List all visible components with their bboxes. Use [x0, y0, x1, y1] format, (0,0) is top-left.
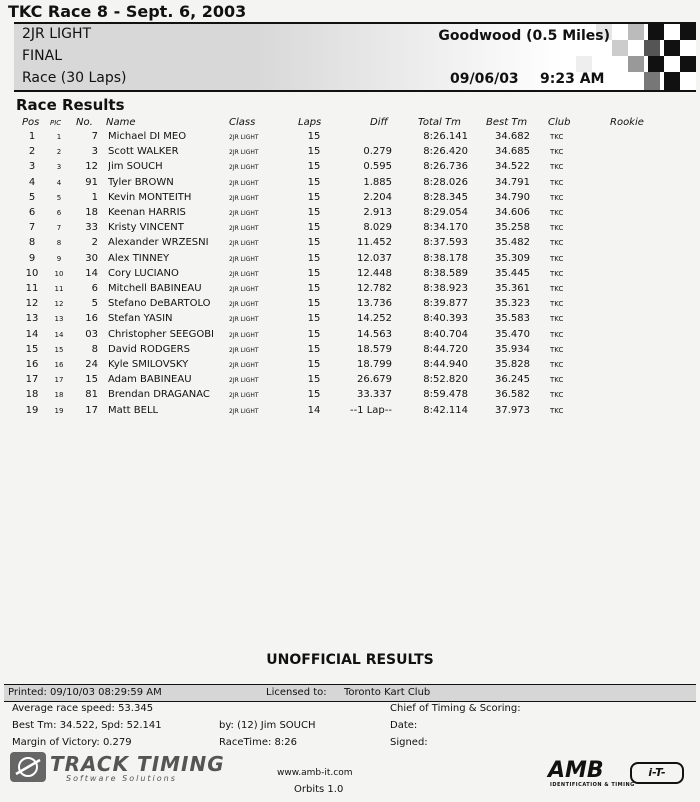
cell-no: 6	[91, 283, 98, 294]
cell-class: 2JR LIGHT	[229, 346, 259, 354]
cell-diff: 12.782	[357, 283, 392, 294]
printed-stamp: Printed: 09/10/03 08:29:59 AM	[8, 687, 162, 698]
cell-total: 8:38.923	[423, 283, 468, 294]
cell-total: 8:34.170	[423, 222, 468, 234]
cell-no: 91	[85, 176, 98, 188]
cell-name: Jim SOUCH	[108, 161, 163, 173]
cell-name: Brendan DRAGANAC	[108, 389, 210, 401]
cell-laps: 15	[307, 176, 321, 188]
cell-laps: 15	[307, 161, 321, 173]
cell-class: 2JR LIGHT	[229, 179, 259, 187]
cell-class: 2JR LIGHT	[229, 331, 259, 339]
cell-best: 34.685	[495, 146, 530, 158]
cell-laps: 15	[307, 131, 321, 142]
timing-swoosh-icon	[10, 752, 46, 782]
cell-pic: 15	[54, 345, 64, 354]
cell-pos: 11	[25, 283, 39, 294]
results-title: Race Results	[16, 96, 125, 114]
cell-pos: 3	[28, 161, 36, 173]
cell-club: TKC	[550, 209, 564, 217]
table-row	[0, 146, 700, 161]
cell-pos: 10	[25, 267, 39, 279]
cell-name: Kevin MONTEITH	[108, 191, 192, 203]
cell-club: TKC	[550, 224, 564, 233]
cell-class: 2JR LIGHT	[229, 210, 259, 217]
cell-club: TKC	[550, 285, 564, 293]
cell-best: 35.482	[495, 237, 530, 249]
cell-laps: 14	[307, 404, 321, 416]
cell-laps: 15	[307, 283, 321, 294]
cell-club: TKC	[550, 330, 564, 339]
cell-laps: 15	[307, 313, 321, 325]
cell-name: Mitchell BABINEAU	[108, 283, 202, 294]
cell-no: 3	[91, 146, 98, 158]
cell-best: 35.361	[495, 283, 530, 294]
cell-no: 30	[85, 252, 98, 264]
cell-name: Kyle SMILOVSKY	[108, 359, 189, 370]
cell-class: 2JR LIGHT	[229, 194, 259, 202]
cell-laps: 15	[307, 146, 321, 158]
margin-of-victory: Margin of Victory: 0.279	[12, 737, 132, 748]
cell-pos: 9	[28, 252, 36, 264]
table-row	[0, 344, 700, 359]
table-row	[0, 359, 700, 374]
cell-total: 8:38.589	[423, 267, 468, 279]
signed-label: Signed:	[390, 737, 428, 748]
cell-name: Alex TINNEY	[108, 252, 170, 264]
col-best: Best Tm	[486, 117, 528, 128]
cell-club: TKC	[550, 361, 564, 369]
col-class: Class	[229, 117, 256, 128]
cell-pic: 4	[56, 178, 62, 187]
cell-pos: 4	[28, 176, 36, 188]
cell-class: 2JR LIGHT	[229, 240, 259, 248]
cell-club: TKC	[550, 193, 564, 202]
cell-pic: 6	[56, 209, 62, 217]
cell-laps: 15	[307, 359, 321, 370]
cell-no: 33	[85, 222, 98, 234]
cell-total: 8:52.820	[423, 374, 468, 386]
cell-total: 8:26.141	[423, 131, 468, 142]
cell-class: 2JR LIGHT	[229, 407, 259, 415]
cell-name: Stefano DeBARTOLO	[108, 298, 211, 310]
amb-sub-text: IDENTIFICATION & TIMING	[550, 782, 635, 788]
cell-total: 8:26.420	[423, 146, 468, 158]
cell-pic: 16	[54, 361, 64, 369]
cell-pos: 1	[28, 131, 36, 142]
cell-laps: 15	[307, 298, 321, 310]
cell-total: 8:29.054	[423, 207, 468, 218]
header-track: Goodwood (0.5 Miles)	[438, 28, 610, 44]
cell-total: 8:59.478	[423, 389, 468, 401]
cell-best: 36.582	[495, 389, 530, 401]
table-row	[0, 283, 700, 298]
cell-class: 2JR LIGHT	[229, 164, 259, 172]
table-row	[0, 268, 700, 283]
cell-name: David RODGERS	[108, 343, 190, 355]
cell-best: 34.790	[495, 191, 530, 203]
cell-no: 24	[85, 359, 98, 370]
software-solutions-text: Software Solutions	[66, 774, 177, 783]
cell-laps: 15	[307, 191, 321, 203]
cell-no: 15	[85, 374, 98, 386]
cell-club: TKC	[550, 315, 564, 324]
cell-pic: 17	[54, 376, 64, 385]
col-laps: Laps	[298, 117, 322, 128]
cell-class: 2JR LIGHT	[229, 362, 259, 369]
cell-no: 18	[85, 207, 98, 218]
page-title: TKC Race 8 - Sept. 6, 2003	[8, 2, 247, 21]
cell-club: TKC	[550, 178, 564, 187]
cell-pic: 12	[54, 300, 64, 309]
cell-best: 35.583	[495, 313, 530, 325]
licensed-to: Toronto Kart Club	[344, 687, 431, 698]
table-row	[0, 374, 700, 389]
unofficial-results: UNOFFICIAL RESULTS	[266, 652, 434, 668]
cell-diff: 14.252	[357, 313, 392, 325]
header-date: 09/06/03	[450, 71, 519, 87]
table-row	[0, 313, 700, 328]
cell-pos: 7	[28, 222, 36, 234]
cell-diff: 33.337	[357, 389, 392, 401]
table-row	[0, 237, 700, 252]
cell-best: 34.606	[495, 207, 530, 218]
cell-club: TKC	[550, 345, 564, 354]
table-row	[0, 207, 700, 222]
amb-it-tag: i-T-	[630, 762, 684, 784]
cell-name: Stefan YASIN	[108, 313, 173, 325]
cell-diff: 1.885	[363, 176, 392, 188]
cell-best: 36.245	[495, 374, 530, 386]
header-session: FINAL	[22, 48, 63, 64]
cell-pic: 1	[56, 133, 62, 141]
table-row	[0, 131, 700, 146]
cell-class: 2JR LIGHT	[229, 225, 259, 233]
cell-diff: 2.204	[363, 191, 392, 203]
cell-name: Kristy VINCENT	[108, 222, 184, 234]
cell-pos: 12	[25, 298, 39, 310]
avg-speed: Average race speed: 53.345	[12, 703, 154, 714]
cell-total: 8:28.026	[423, 176, 468, 188]
cell-name: Tyler BROWN	[108, 176, 174, 188]
cell-diff: 12.448	[357, 267, 392, 279]
cell-best: 34.522	[495, 161, 530, 173]
cell-laps: 15	[307, 389, 321, 401]
cell-laps: 15	[307, 267, 321, 279]
cell-pic: 8	[56, 239, 62, 248]
amb-text: AMB	[548, 758, 604, 783]
cell-pic: 7	[56, 224, 62, 233]
cell-total: 8:37.593	[423, 237, 468, 249]
cell-no: 14	[85, 267, 98, 279]
licensed-label: Licensed to:	[266, 687, 327, 698]
table-row	[0, 389, 700, 404]
cell-class: 2JR LIGHT	[229, 316, 259, 324]
cell-total: 8:38.178	[423, 252, 468, 264]
cell-name: Adam BABINEAU	[108, 374, 192, 386]
col-total: Total Tm	[418, 117, 461, 128]
cell-no: 17	[85, 404, 98, 416]
cell-pic: 9	[56, 254, 62, 263]
cell-name: Alexander WRZESNI	[108, 237, 209, 249]
table-row	[0, 329, 700, 344]
table-row	[0, 192, 700, 207]
race-time: RaceTime: 8:26	[219, 737, 297, 748]
cell-no: 03	[85, 328, 98, 340]
cell-pos: 15	[25, 343, 39, 355]
cell-best: 35.934	[495, 343, 530, 355]
cell-no: 7	[91, 131, 98, 142]
table-row	[0, 253, 700, 268]
cell-laps: 15	[307, 222, 321, 234]
cell-name: Michael DI MEO	[108, 131, 187, 142]
cell-pic: 3	[56, 163, 62, 172]
cell-name: Matt BELL	[108, 404, 159, 416]
cell-pic: 5	[56, 193, 62, 202]
cell-club: TKC	[550, 269, 564, 278]
cell-club: TKC	[550, 376, 564, 385]
cell-diff: 18.799	[357, 359, 392, 370]
cell-pos: 5	[28, 191, 36, 203]
cell-best: 34.791	[495, 176, 530, 188]
cell-club: TKC	[550, 406, 564, 415]
best-tm: Best Tm: 34.522, Spd: 52.141	[12, 720, 162, 731]
table-row	[0, 405, 700, 420]
cell-total: 8:44.940	[423, 359, 468, 370]
cell-best: 35.828	[495, 359, 530, 370]
col-pic: PIC	[50, 119, 62, 127]
chief-label: Chief of Timing & Scoring:	[390, 703, 521, 714]
cell-total: 8:40.704	[423, 328, 468, 340]
cell-no: 16	[85, 313, 98, 325]
best-by: by: (12) Jim SOUCH	[219, 720, 316, 731]
cell-pic: 18	[54, 391, 64, 400]
cell-pic: 2	[56, 148, 62, 157]
cell-laps: 15	[307, 237, 321, 249]
cell-pic: 10	[54, 269, 64, 278]
amb-logo	[548, 758, 688, 788]
cell-diff: 0.595	[363, 161, 392, 173]
cell-diff: 12.037	[357, 252, 392, 264]
cell-class: 2JR LIGHT	[229, 377, 259, 385]
cell-name: Keenan HARRIS	[108, 207, 186, 218]
cell-pos: 6	[28, 207, 36, 218]
cell-best: 34.682	[495, 131, 530, 142]
cell-class: 2JR LIGHT	[229, 255, 259, 263]
cell-pic: 11	[54, 285, 64, 293]
cell-class: 2JR LIGHT	[229, 149, 259, 157]
track-timing-text: TRACK TIMING	[50, 752, 225, 776]
header-class: 2JR LIGHT	[22, 26, 92, 42]
cell-diff: 14.563	[357, 328, 392, 340]
cell-name: Cory LUCIANO	[108, 267, 179, 279]
col-rookie: Rookie	[610, 117, 644, 128]
col-no: No.	[76, 117, 93, 128]
cell-laps: 15	[307, 252, 321, 264]
cell-pic: 13	[54, 315, 64, 324]
cell-best: 35.258	[495, 222, 530, 234]
cell-class: 2JR LIGHT	[229, 270, 259, 278]
cell-laps: 15	[307, 207, 321, 218]
cell-diff: 18.579	[357, 343, 392, 355]
cell-total: 8:39.877	[423, 298, 468, 310]
table-row	[0, 222, 700, 237]
cell-diff: 0.279	[363, 146, 392, 158]
cell-best: 35.445	[495, 267, 530, 279]
cell-pos: 8	[28, 237, 36, 249]
table-row	[0, 298, 700, 313]
cell-pos: 16	[25, 359, 39, 370]
col-club: Club	[548, 117, 571, 128]
table-row	[0, 161, 700, 176]
cell-club: TKC	[550, 300, 564, 309]
cell-no: 8	[91, 343, 98, 355]
cell-club: TKC	[550, 254, 564, 263]
cell-total: 8:26.736	[423, 161, 468, 173]
cell-club: TKC	[550, 133, 564, 141]
cell-diff: 13.736	[357, 298, 392, 310]
cell-diff: 2.913	[363, 207, 392, 218]
orbits-version: Orbits 1.0	[294, 784, 344, 795]
date-label: Date:	[390, 720, 418, 731]
cell-total: 8:28.345	[423, 191, 468, 203]
cell-no: 81	[85, 389, 98, 401]
cell-total: 8:40.393	[423, 313, 468, 325]
cell-pic: 19	[54, 406, 64, 415]
cell-club: TKC	[550, 148, 564, 157]
cell-no: 12	[85, 161, 98, 173]
cell-best: 35.309	[495, 252, 530, 264]
website: www.amb-it.com	[277, 768, 353, 778]
cell-pos: 18	[25, 389, 39, 401]
cell-no: 2	[91, 237, 98, 249]
footer-bar	[4, 684, 696, 702]
cell-pos: 14	[25, 328, 39, 340]
cell-best: 37.973	[495, 404, 530, 416]
track-timing-logo	[10, 752, 225, 784]
header-time: 9:23 AM	[540, 71, 605, 87]
cell-pic: 14	[54, 330, 64, 339]
col-pos: Pos	[22, 117, 40, 128]
cell-class: 2JR LIGHT	[229, 134, 259, 141]
cell-club: TKC	[550, 239, 564, 248]
cell-no: 5	[91, 298, 98, 310]
cell-pos: 19	[25, 404, 39, 416]
cell-total: 8:42.114	[423, 404, 468, 416]
cell-diff: 8.029	[363, 222, 392, 234]
header-box	[14, 22, 696, 92]
cell-total: 8:44.720	[423, 343, 468, 355]
header-race: Race (30 Laps)	[22, 70, 127, 86]
cell-class: 2JR LIGHT	[229, 301, 259, 309]
cell-diff: 26.679	[357, 374, 392, 386]
cell-class: 2JR LIGHT	[229, 286, 259, 293]
cell-pos: 17	[25, 374, 39, 386]
cell-club: TKC	[550, 391, 564, 400]
cell-best: 35.470	[495, 328, 530, 340]
cell-laps: 15	[307, 343, 321, 355]
cell-no: 1	[91, 191, 98, 203]
cell-diff: 11.452	[357, 237, 392, 249]
cell-pos: 2	[28, 146, 36, 158]
cell-laps: 15	[307, 328, 321, 340]
col-name: Name	[106, 117, 136, 128]
cell-class: 2JR LIGHT	[229, 392, 259, 400]
cell-diff: --1 Lap--	[349, 404, 392, 416]
table-row	[0, 177, 700, 192]
cell-laps: 15	[307, 374, 321, 386]
cell-best: 35.323	[495, 298, 530, 310]
cell-name: Christopher SEEGOBI	[108, 328, 215, 340]
cell-club: TKC	[550, 163, 564, 172]
cell-name: Scott WALKER	[108, 146, 179, 158]
col-diff: Diff	[370, 117, 388, 128]
cell-pos: 13	[25, 313, 39, 325]
